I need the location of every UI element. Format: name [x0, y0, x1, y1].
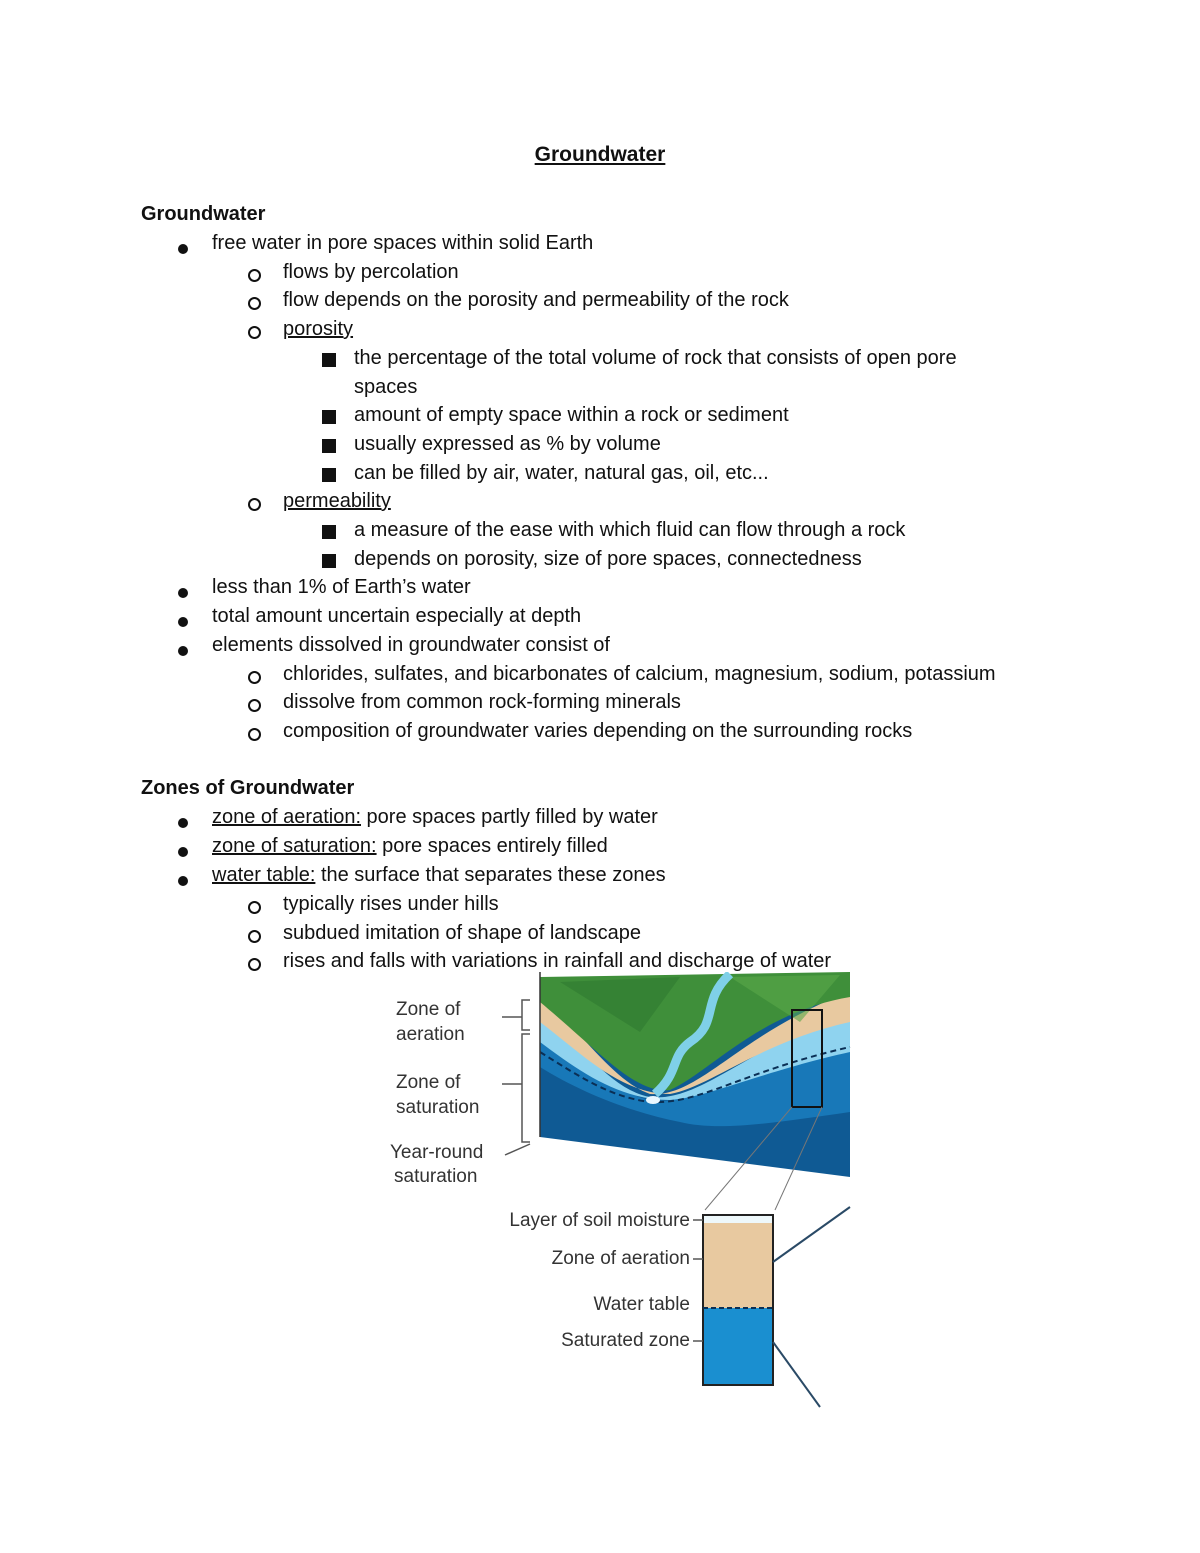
label-zone-of-saturation-1: Zone of — [396, 1072, 461, 1093]
label-saturated-zone: Saturated zone — [561, 1330, 690, 1351]
list-item — [212, 863, 666, 887]
bullet-dot — [178, 640, 188, 664]
term-zone-of-aeration: zone of aeration: — [212, 806, 361, 828]
list-item: subdued imitation of shape of landscape — [283, 922, 642, 944]
bullet-square — [322, 466, 336, 490]
list-item: less than 1% of Earth’s water — [212, 576, 471, 598]
list-item: amount of empty space within a rock or sediment — [354, 404, 789, 426]
label-zone-of-aeration-1: Zone of — [396, 999, 461, 1020]
zone-brackets — [502, 1000, 530, 1155]
list-item: composition of groundwater varies depending on the surrounding rocks — [283, 720, 913, 742]
list-item: total amount uncertain especially at depth — [212, 605, 582, 627]
list-item — [212, 805, 658, 829]
bullet-dot — [178, 238, 188, 262]
bullet-circle — [248, 294, 261, 318]
bullet-square — [322, 437, 336, 461]
list-item: flow depends on the porosity and permeability of the rock — [283, 289, 789, 311]
bullet-circle — [248, 927, 261, 951]
label-zone-of-saturation-2: saturation — [396, 1097, 480, 1118]
bullet-circle — [248, 495, 261, 519]
list-item: dissolve from common rock-forming minerals — [283, 691, 681, 713]
definition-text: pore spaces partly filled by water — [361, 806, 658, 828]
list-item: can be filled by air, water, natural gas, oil, etc... — [354, 462, 769, 484]
list-item: rises and falls with variations in rainfall and discharge of water — [283, 950, 832, 972]
page-title: Groundwater — [534, 143, 666, 166]
bullet-circle — [248, 696, 261, 720]
definition-text: the surface that separates these zones — [315, 864, 666, 886]
groundwater-zones-diagram — [380, 972, 860, 1412]
list-item: elements dissolved in groundwater consist of — [212, 634, 610, 656]
bullet-dot — [178, 611, 188, 635]
label-year-round-2: saturation — [394, 1166, 478, 1187]
list-item: the percentage of the total volume of rock that consists of open pore — [354, 347, 957, 369]
bullet-circle — [248, 898, 261, 922]
list-item: typically rises under hills — [283, 893, 499, 915]
label-year-round-1: Year-round — [390, 1142, 484, 1163]
landscape-block — [540, 972, 850, 1177]
list-item: flows by percolation — [283, 261, 459, 283]
bullet-dot — [178, 812, 188, 836]
bullet-circle — [248, 668, 261, 692]
label-water-table: Water table — [593, 1294, 690, 1315]
list-item: depends on porosity, size of pore spaces, connectedness — [354, 548, 862, 570]
list-item: free water in pore spaces within solid Earth — [212, 232, 594, 254]
label-zone-of-aeration-column: Zone of aeration — [551, 1248, 690, 1269]
section-heading-zones: Zones of Groundwater — [141, 777, 355, 799]
term-permeability: permeability — [283, 490, 391, 512]
bullet-circle — [248, 266, 261, 290]
label-soil-moisture: Layer of soil moisture — [509, 1210, 690, 1231]
label-zone-of-aeration-2: aeration — [396, 1024, 465, 1045]
term-zone-of-saturation: zone of saturation: — [212, 835, 377, 857]
list-item: usually expressed as % by volume — [354, 433, 661, 455]
bullet-circle — [248, 955, 261, 979]
soil-column — [703, 1207, 850, 1407]
bullet-square — [322, 552, 336, 576]
section-heading-groundwater: Groundwater — [141, 203, 266, 225]
bullet-square — [322, 408, 336, 432]
bullet-circle — [248, 725, 261, 749]
list-item: a measure of the ease with which fluid can flow through a rock — [354, 519, 906, 541]
list-item: chlorides, sulfates, and bicarbonates of calcium, magnesium, sodium, potassium — [283, 663, 996, 685]
list-item-continued: spaces — [354, 376, 418, 398]
bullet-dot — [178, 870, 188, 894]
bullet-dot — [178, 841, 188, 865]
bullet-square — [322, 351, 336, 375]
bullet-square — [322, 523, 336, 547]
bullet-circle — [248, 323, 261, 347]
list-item — [212, 834, 608, 858]
term-porosity: porosity — [283, 318, 354, 340]
bullet-dot — [178, 582, 188, 606]
term-water-table: water table: — [212, 864, 316, 886]
definition-text: pore spaces entirely filled — [376, 835, 608, 857]
